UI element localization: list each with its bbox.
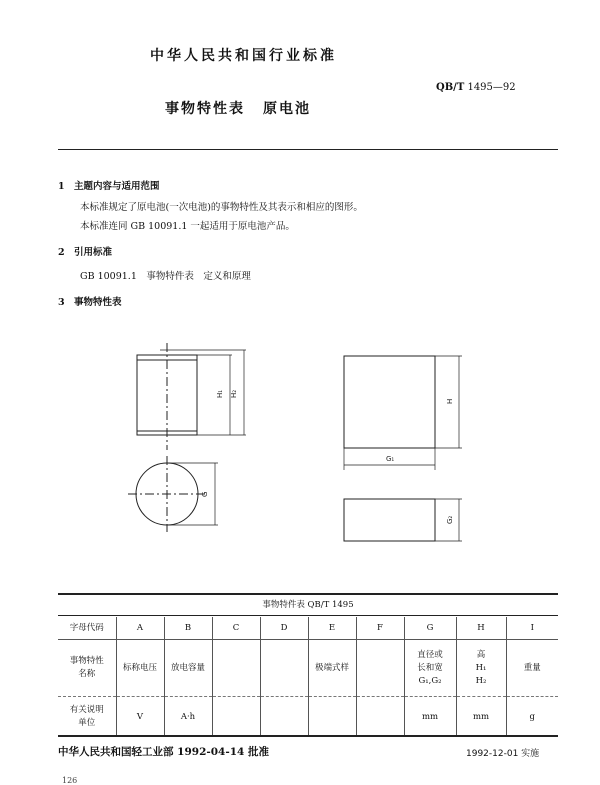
name-c	[212, 640, 260, 697]
name-h	[456, 640, 506, 697]
section-1-number: 1	[58, 181, 65, 192]
section-2-para-1: GB 10091.1 事物特件表 定义和原理	[80, 271, 251, 282]
section-1-para-2: 本标准连同 GB 10091.1 一起适用于原电池产品。	[80, 221, 295, 232]
row-names-label-line-1: 事物特性	[69, 656, 104, 666]
standard-code: QB/T 1495—92	[436, 82, 516, 93]
name-d	[260, 640, 308, 697]
table-row-names	[58, 640, 558, 697]
code-g: G	[404, 617, 456, 640]
unit-g: mm	[404, 697, 456, 738]
name-g-line-3: G₁,G₂	[418, 675, 442, 686]
prismatic-front-view	[344, 356, 462, 470]
name-e: 极端式样	[308, 640, 356, 697]
code-c: C	[212, 617, 260, 640]
row-codes-label: 字母代码	[58, 617, 116, 640]
name-b: 放电容量	[164, 640, 212, 697]
dim-h-label: H	[446, 398, 454, 404]
dim-g-label: G	[201, 491, 209, 497]
row-names-label	[58, 640, 116, 697]
section-2-number: 2	[58, 247, 65, 258]
footer-rule	[58, 735, 558, 737]
unit-f	[356, 697, 404, 738]
standard-code-year: 92	[502, 82, 516, 93]
dim-h1-label: H₁	[216, 389, 224, 398]
section-3-number: 3	[58, 297, 65, 308]
name-g	[404, 640, 456, 697]
code-b: B	[164, 617, 212, 640]
prismatic-top-view	[344, 499, 462, 541]
name-f	[356, 640, 404, 697]
standard-code-number: 1495	[467, 82, 493, 93]
document-title-main: 事物特性表	[165, 101, 245, 117]
section-2-title: 引用标准	[74, 247, 113, 258]
code-h: H	[456, 617, 506, 640]
row-units-label-line-2: 单位	[78, 718, 96, 728]
approval-statement: 中华人民共和国轻工业部 1992-04-14 批准	[58, 746, 269, 758]
unit-a: V	[116, 697, 164, 738]
unit-h: mm	[456, 697, 506, 738]
code-i: I	[506, 617, 558, 640]
document-title-sub: 原电池	[263, 101, 311, 117]
name-h-line-3: H₂	[475, 675, 487, 686]
name-g-line-1: 直径或	[417, 649, 443, 660]
row-units-label	[58, 697, 116, 738]
name-h-line-2: H₁	[475, 662, 487, 673]
property-table	[58, 617, 558, 737]
table-caption: 事物特件表 QB/T 1495	[262, 600, 354, 610]
dim-g1-label: G₁	[386, 455, 395, 463]
unit-i: g	[506, 697, 558, 738]
prismatic-top-body	[344, 499, 435, 541]
name-g-line-2: 长和宽	[417, 662, 443, 673]
section-1-para-1: 本标准规定了原电池(一次电池)的事物特性及其表示和相应的图形。	[80, 202, 363, 213]
code-d: D	[260, 617, 308, 640]
unit-e	[308, 697, 356, 738]
table-caption-rule	[58, 615, 558, 616]
table-row-units	[58, 697, 558, 738]
effective-date: 1992-12-01 实施	[466, 749, 540, 759]
unit-b: A·h	[164, 697, 212, 738]
section-1-title: 主题内容与适用范围	[74, 181, 160, 192]
dim-h2-label: H₂	[230, 389, 238, 398]
table-row-codes	[58, 617, 558, 640]
dim-g2-label: G₂	[446, 515, 454, 524]
unit-d	[260, 697, 308, 738]
unit-c	[212, 697, 260, 738]
name-i: 重量	[506, 640, 558, 697]
page-number: 126	[62, 776, 78, 785]
standard-code-prefix: QB/T	[436, 82, 465, 93]
code-f: F	[356, 617, 404, 640]
issuing-body: 中华人民共和国行业标准	[150, 48, 337, 64]
section-3-title: 事物特性表	[74, 297, 122, 308]
row-names-label-line-2: 名称	[78, 669, 96, 679]
code-a: A	[116, 617, 164, 640]
name-h-line-1: 高	[476, 649, 486, 660]
table-top-rule	[58, 593, 558, 595]
row-units-label-line-1: 有关说明	[69, 705, 104, 715]
name-a: 标称电压	[116, 640, 164, 697]
prismatic-front-body	[344, 356, 435, 448]
code-e: E	[308, 617, 356, 640]
